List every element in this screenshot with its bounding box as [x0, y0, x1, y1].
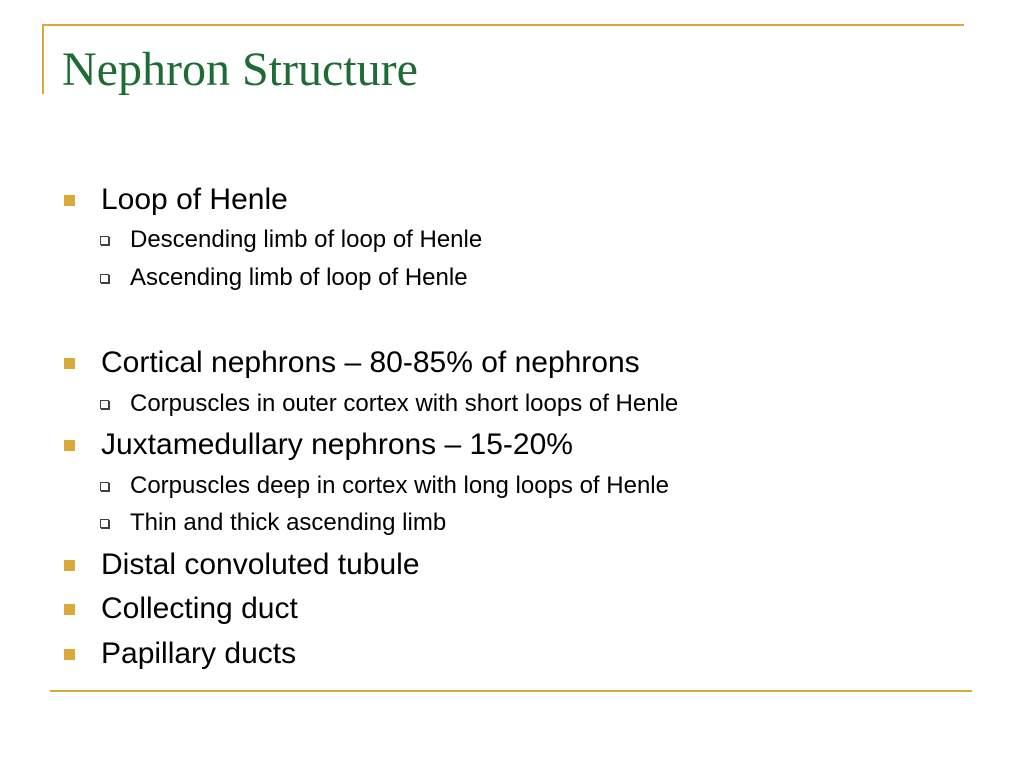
- sub-bullet-outer-cortex: [100, 386, 678, 422]
- sub-bullet-text: Thin and thick ascending limb: [130, 509, 447, 536]
- square-bullet-icon: [64, 195, 75, 206]
- bullet-loop-of-henle: [64, 179, 288, 221]
- hollow-square-bullet-icon: [100, 236, 109, 245]
- hollow-square-bullet-icon: [100, 274, 109, 283]
- square-bullet-icon: [64, 560, 75, 571]
- bullet-text: Distal convoluted tubule: [101, 548, 420, 581]
- sub-bullet-descending-limb: [100, 222, 482, 258]
- bullet-papillary-ducts: [64, 633, 296, 675]
- hollow-square-bullet-icon: [100, 400, 109, 409]
- sub-bullet-deep-cortex: [100, 468, 669, 504]
- sub-bullet-text: Corpuscles deep in cortex with long loops of Henle: [130, 472, 669, 499]
- bullet-collecting-duct: [64, 588, 298, 630]
- bullet-text: Loop of Henle: [101, 183, 288, 216]
- bullet-cortical-nephrons: [64, 342, 640, 384]
- bullet-text: Papillary ducts: [101, 637, 297, 670]
- bullet-juxtamedullary-nephrons: [64, 424, 573, 466]
- sub-bullet-ascending-limb-thin-thick: [100, 505, 446, 541]
- sub-bullet-text: Ascending limb of loop of Henle: [130, 264, 468, 291]
- sub-bullet-text: Corpuscles in outer cortex with short loops of Henle: [130, 390, 679, 417]
- bullet-text: Cortical nephrons – 80-85% of nephrons: [101, 346, 640, 379]
- hollow-square-bullet-icon: [100, 482, 109, 491]
- bullet-distal-convoluted-tubule: [64, 544, 420, 586]
- square-bullet-icon: [64, 604, 75, 615]
- square-bullet-icon: [64, 649, 75, 660]
- sub-bullet-text: Descending limb of loop of Henle: [130, 226, 483, 253]
- bullet-text: Collecting duct: [101, 592, 298, 625]
- slide-title: Nephron Structure: [62, 43, 418, 96]
- bullet-text: Juxtamedullary nephrons – 15-20%: [101, 428, 573, 461]
- sub-bullet-ascending-limb: [100, 260, 468, 296]
- square-bullet-icon: [64, 440, 75, 451]
- hollow-square-bullet-icon: [100, 519, 109, 528]
- square-bullet-icon: [64, 358, 75, 369]
